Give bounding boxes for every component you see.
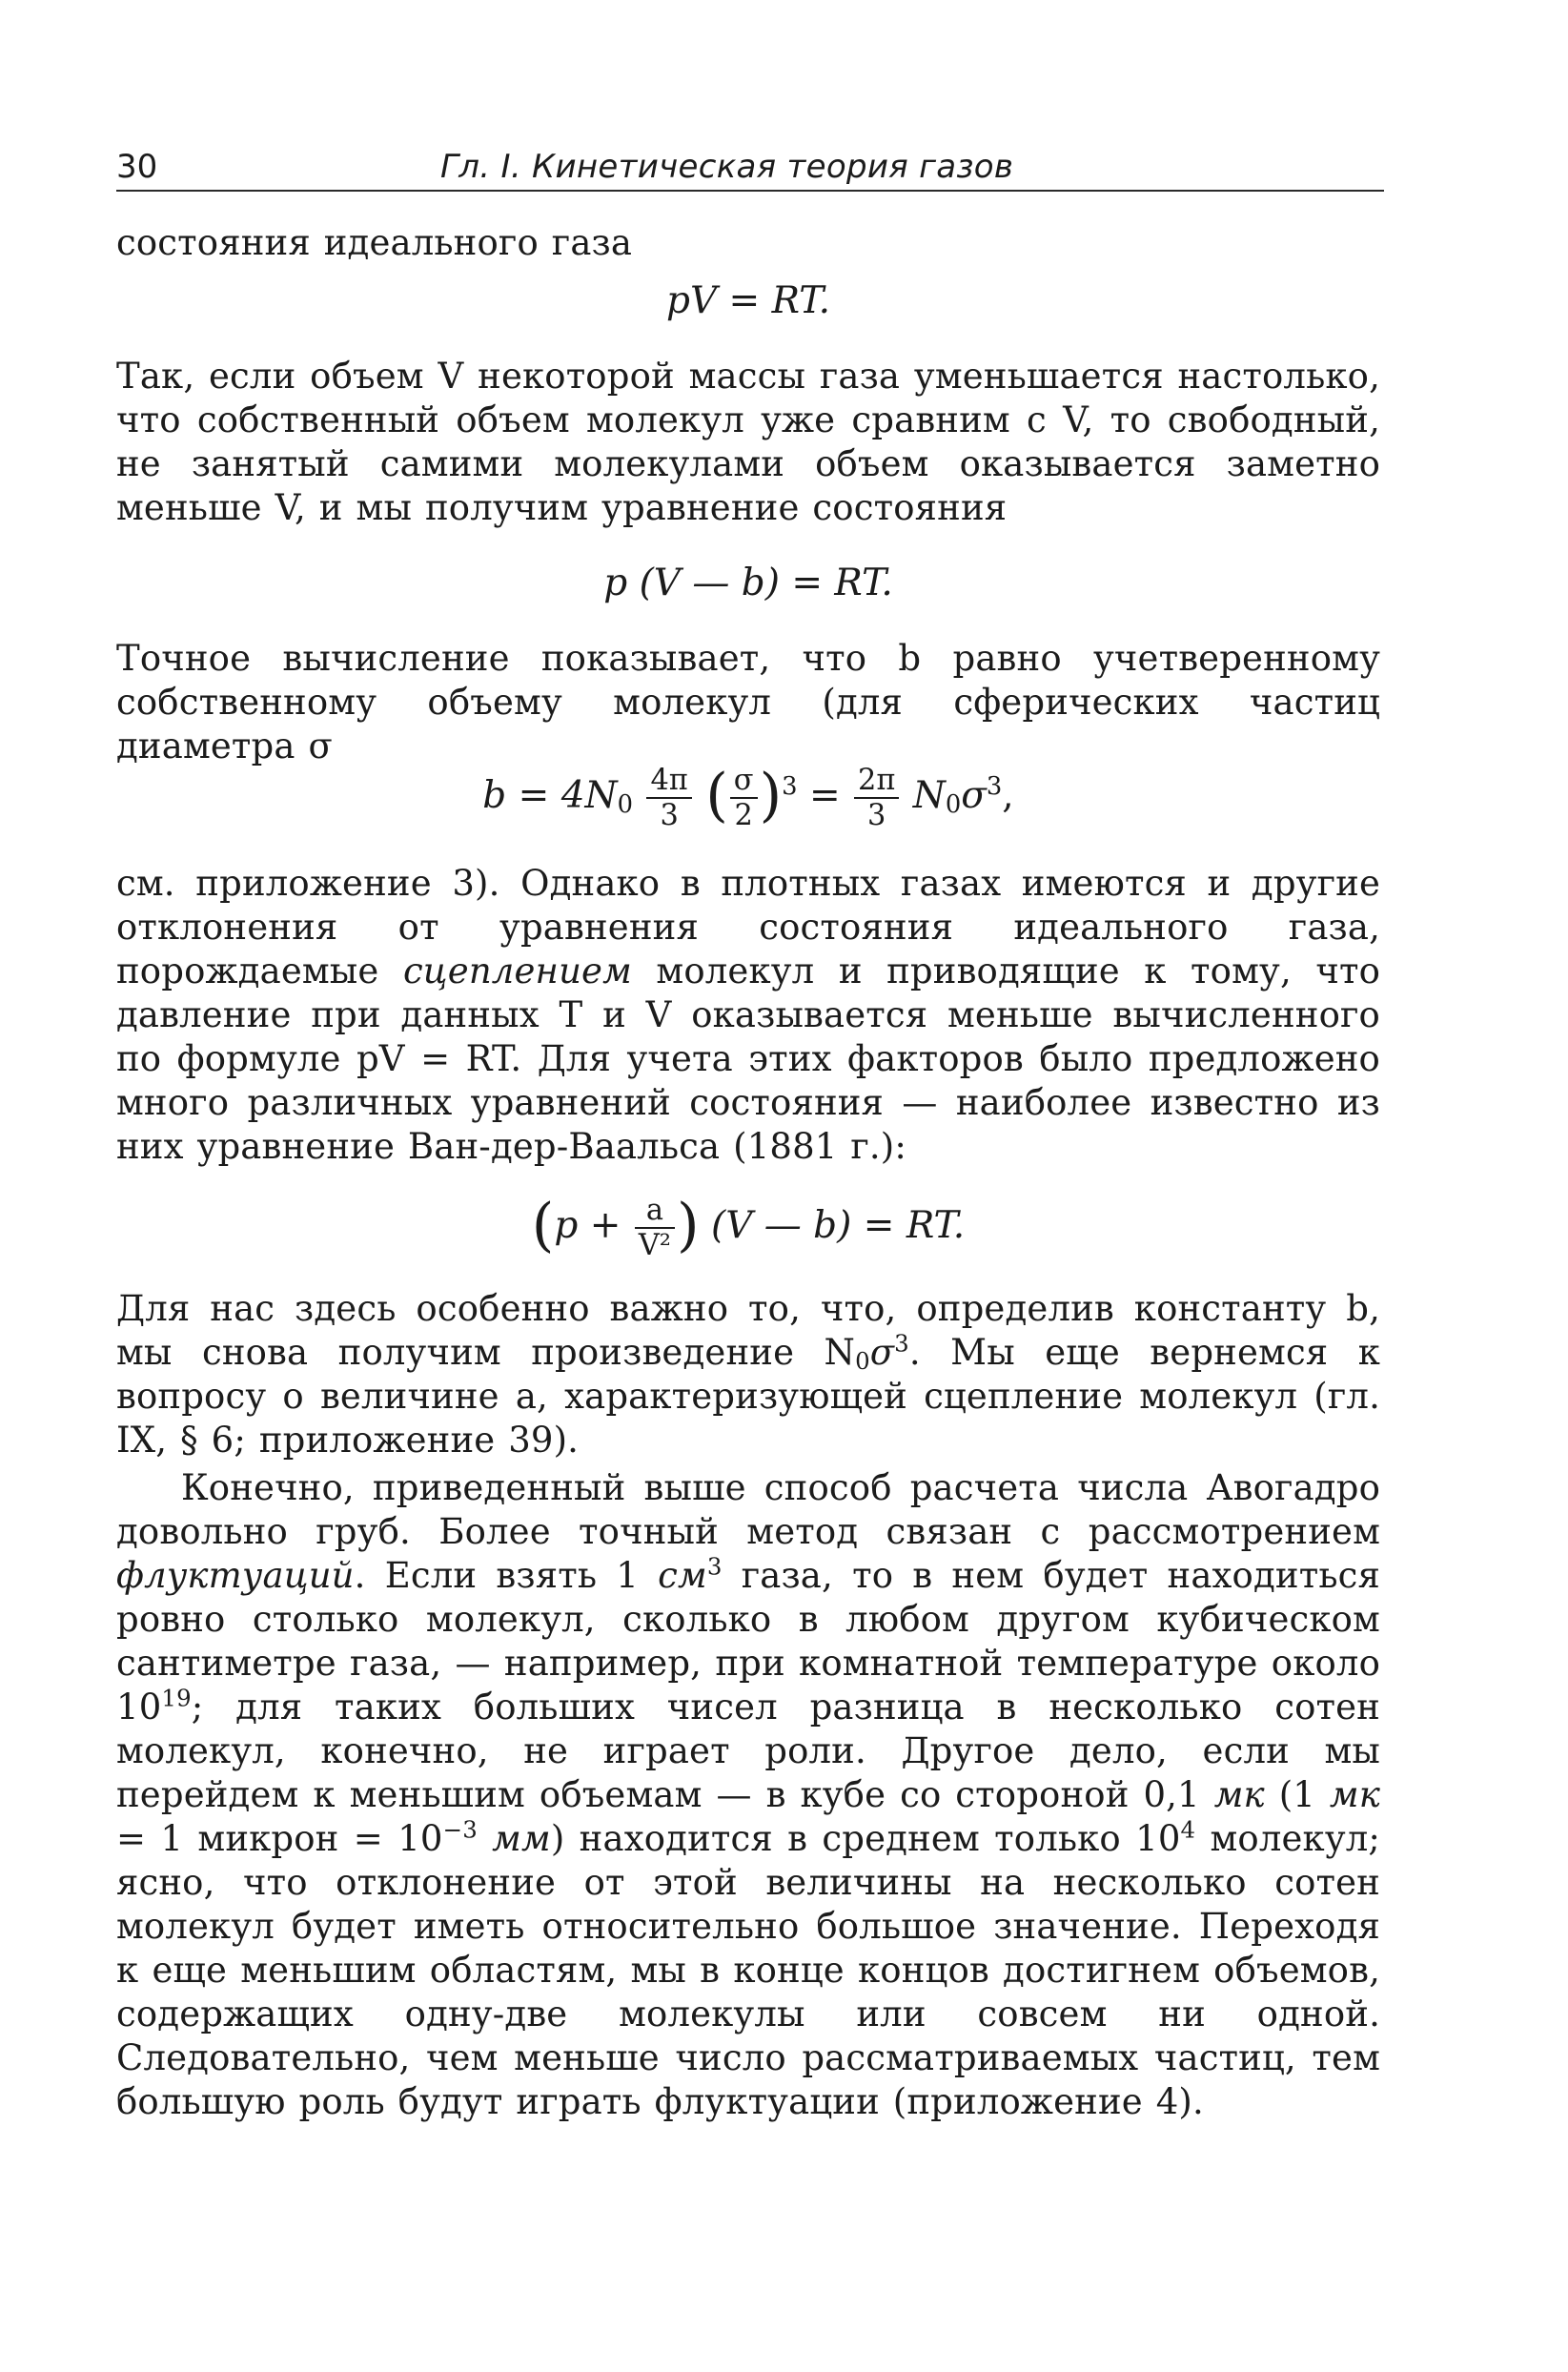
eq5-tail-sub: 0	[945, 790, 962, 820]
paragraph-9-sup-4: 4	[1180, 1815, 1196, 1844]
eq5-fraction-3	[854, 764, 899, 832]
paragraph-8-sigma: σ	[869, 1332, 895, 1373]
eq5-frac3-den: 3	[854, 797, 899, 832]
eq5-frac3-num: 2π	[858, 764, 896, 798]
page-number: 30	[116, 148, 158, 186]
eq5-tail-end: ,	[1002, 774, 1014, 817]
eq5-frac2-num: σ	[733, 764, 754, 798]
eq5-fraction-1	[646, 764, 691, 832]
eq5-power: 3	[782, 771, 798, 801]
eq5-frac1-num: 4π	[650, 764, 688, 798]
paragraph-9-part-d: ; для таких больших чисел разница в несколько сотен молекул, конечно, не играет роли. Другое дело, если мы перейдем к меньшим объемам — в кубе со стороной 0,1	[116, 1687, 1380, 1815]
header-rule	[116, 190, 1384, 192]
eq5-paren-close: )	[759, 762, 783, 829]
paragraph-2: Так, если объем V некоторой массы газа уменьшается настолько, что собственный объем молекул уже сравним с V, то свободный, не занятый самими молекулами объем оказывается заметно меньше V, и мы получим уравнение состояния	[116, 356, 1380, 528]
paragraph-8-sup: 3	[894, 1329, 909, 1358]
eq7-paren-open: (	[531, 1192, 555, 1259]
paragraph-9-sup-2: 19	[161, 1684, 192, 1712]
paragraph-9-part-b: . Если взять 1	[354, 1555, 659, 1596]
equation-van-der-waals	[116, 1188, 1380, 1264]
paragraph-9-part-a: Конечно, приведенный выше способ расчета числа Авогадро довольно груб. Более точный метод связан с рассмотрением	[116, 1467, 1380, 1552]
eq5-tail-sigma: σ	[961, 774, 987, 817]
paragraph-9-part-g	[478, 1818, 492, 1859]
paragraph-9-sup-1: 3	[706, 1552, 723, 1581]
equation-b-value	[116, 753, 1380, 839]
paragraph-8-part-a: Для нас здесь особенно важно то, что, определив константу b, мы снова получим произведение N	[116, 1288, 1380, 1373]
eq7-paren-close: )	[677, 1192, 700, 1259]
equation-ideal-gas	[116, 276, 1380, 326]
eq5-paren-open: (	[705, 762, 728, 829]
eq7-rest: (V — b) = RT.	[711, 1204, 966, 1247]
running-head: Гл. I. Кинетическая теория газов	[440, 148, 1014, 186]
paragraph-9-em-5: мм	[492, 1818, 551, 1859]
eq5-tail-sup: 3	[986, 771, 1003, 801]
paragraph-8	[116, 1287, 1380, 1462]
paragraph-9-part-f: = 1 микрон = 10	[116, 1818, 443, 1859]
equation-excluded-volume-text: p (V — b) = RT.	[603, 562, 893, 604]
eq5-equals: =	[808, 774, 841, 817]
paragraph-9	[116, 1466, 1380, 2124]
eq7-p: p +	[554, 1204, 621, 1247]
equation-excluded-volume	[116, 559, 1380, 608]
paragraph-8-part-b: . Мы еще вернемся к вопросу о величине a, характеризующей сцепление молекул (гл. IX, § 6; приложение 39).	[116, 1332, 1380, 1461]
paragraph-9-part-c: газа, то в нем будет находиться ровно столько молекул, сколько в любом другом кубическом сантиметре газа, — например, при комнатной температуре около 10	[116, 1555, 1380, 1728]
eq5-fraction-2	[730, 764, 758, 832]
paragraph-9-part-i: молекул; ясно, что отклонение от этой величины на несколько сотен молекул будет иметь относительно большое значение. Переходя к еще меньшим областям, мы в конце концов достигнем объемов, содержащих одну-две молекулы или совсем ни одной. Следовательно, чем меньше число рассматриваемых частиц, тем большую роль будут играть флуктуации (приложение 4).	[116, 1818, 1381, 2122]
paragraph-9-part-h: ) находится в среднем только 10	[550, 1818, 1181, 1859]
paragraph-9-em-3: мк	[1213, 1774, 1265, 1815]
paragraph-9-em-4: мк	[1329, 1774, 1380, 1815]
eq5-lhs-sub: 0	[617, 790, 634, 820]
paragraph-4: Точное вычисление показывает, что b равно учетверенному собственному объему молекул (для сферических частиц диаметра σ	[116, 638, 1380, 767]
eq5-frac2-den: 2	[730, 797, 758, 832]
eq7-frac-den: V²	[635, 1227, 675, 1262]
paragraph-8-sub: 0	[855, 1346, 870, 1375]
equation-ideal-gas-text: pV = RT.	[666, 279, 830, 322]
eq7-frac-num: a	[645, 1194, 663, 1228]
paragraph-6	[116, 862, 1380, 1169]
eq5-frac1-den: 3	[646, 797, 691, 832]
paragraph-9-sup-3: −3	[442, 1815, 478, 1844]
paragraph-9-em-2: см	[658, 1555, 707, 1596]
paragraph-9-part-e: (1	[1264, 1774, 1330, 1815]
paragraph-0: состояния идеального газа	[116, 222, 633, 263]
eq5-tail-n: N	[912, 774, 946, 817]
page-header	[116, 148, 1384, 194]
paragraph-6-part-a: см. приложение 3). Однако в плотных газах имеются и другие отклонения от уравнения состояния идеального газа, порождаемые	[116, 863, 1380, 992]
eq5-lhs: b = 4N	[482, 774, 618, 817]
eq7-fraction	[635, 1194, 675, 1262]
paragraph-6-part-b: молекул и приводящие к тому, что давление при данных T и V оказывается меньше вычисленного по формуле pV = RT. Для учета этих факторов было предложено много различных уравнений состояния — наиболее известно из них уравнение Ван-дер-Ваальса (1881 г.):	[116, 951, 1380, 1167]
paragraph-9-em-1: флуктуаций	[116, 1555, 355, 1596]
paragraph-6-emphasis: сцеплением	[402, 951, 632, 992]
